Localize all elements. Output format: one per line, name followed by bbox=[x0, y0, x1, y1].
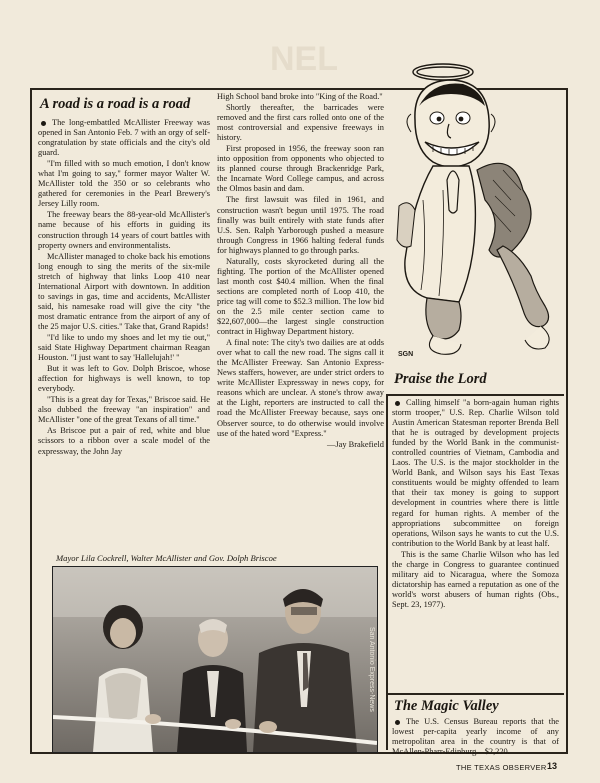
photo-illustration bbox=[53, 567, 377, 752]
paragraph: High School band broke into "King of the Road." bbox=[217, 92, 383, 101]
photo-caption: Mayor Lila Cockrell, Walter McAllister and Gov. Dolph Briscoe bbox=[56, 553, 277, 563]
paragraph: This is the same Charlie Wilson who has led the charge in Congress to guarantee continued military aid to Nicaragua, where the Somoza dictatorship has earned a reputation as one of the world's worst abusers of human rights (Obs., Sept. 23, 1977). bbox=[392, 549, 559, 609]
paragraph: The U.S. Census Bureau reports that the lowest per-capita yearly income of any metropolitan area in the country is that of McAllen-Pharr-Edinburg—$2,220. bbox=[392, 717, 559, 757]
paragraph: First proposed in 1956, the freeway soon ran into opposition from opponents who objected to its planned course through Brackenridge Park, the Incarnate Word College campus, and across the Olmos basin and dam. bbox=[217, 144, 384, 194]
article-road-column-1 bbox=[38, 118, 210, 458]
caricature-cartoon bbox=[393, 50, 565, 362]
ribbon-cutting-photo bbox=[52, 566, 378, 753]
paragraph: The freeway bears the 88-year-old McAllister's name because of his efforts in guiding its construction through 14 years of court battles with property owners and environmentalists. bbox=[38, 210, 210, 250]
section-divider-valley bbox=[386, 693, 564, 695]
bullet-icon bbox=[41, 121, 46, 126]
page-number: 13 bbox=[547, 761, 558, 771]
paragraph: Calling himself "a born-again human rights storm trooper," U.S. Rep. Charlie Wilson told Austin American Statesman reporter Brenda Bell that he is outraged by development projects funded by the World Bank in the communist-controlled countries of Vietnam, Cambodia and Laos. The U.S. is the major stockholder in the World Bank, and Wilson says his East Texas constituents would be mighty offended to learn that their tax money is going to support development in countries where there is little regard for human rights. A member of the appropriations subcommittee on foreign operations, Wilson says he wants to cut the U.S. contribution to the World Bank by at least half. bbox=[392, 398, 559, 548]
paragraph: As Briscoe put a pair of red, white and blue scissors to a ribbon over a scale model of the expressway, the John Jay bbox=[38, 426, 210, 456]
article-magic-valley-column bbox=[392, 717, 559, 758]
paragraph: McAllister managed to choke back his emotions long enough to sing the merits of the six-mile stretch of highway that links Loop 410 near International Airport with downtown. In addition to savings in gas, time and accidents, McAllister said, his namesake road will give the city "the most dramatic entrance from the airport of any of the 25 major U.S. cities." Take that, Grand Rapids! bbox=[38, 251, 210, 331]
paragraph: Shortly thereafter, the barricades were removed and the first cars rolled onto one of the most controversial and expensive freeways in history. bbox=[217, 103, 384, 143]
article-headline-praise: Praise the Lord bbox=[394, 371, 487, 387]
section-divider-praise bbox=[386, 394, 564, 396]
publication-footer: THE TEXAS OBSERVER bbox=[456, 763, 547, 772]
article-road-column-2 bbox=[217, 92, 384, 451]
photo-credit: San Antonio Express-News bbox=[368, 627, 375, 712]
paragraph: The first lawsuit was filed in 1961, and construction wasn't begun until 1975. The road finally was built entirely with state funds after U.S. Sen. Ralph Yarborough pushed a measure through Congress in 1966 halting federal funds for highways planned to go through parks. bbox=[217, 195, 384, 255]
bleed-through-text: NEL bbox=[270, 40, 338, 78]
paragraph: But it was left to Gov. Dolph Briscoe, whose affection for highways is well known, to top everybody. bbox=[38, 364, 210, 394]
paragraph: "I'm filled with so much emotion, I don't know what I'm going to say," former mayor Walter W. McAllister told the 350 or so celebrants who gathered for ceremonies in the Pearl Brewery's Jersey Lilly room. bbox=[38, 159, 210, 209]
bullet-icon bbox=[395, 720, 400, 725]
cartoonist-signature: SGN bbox=[398, 351, 414, 358]
paragraph: A final note: The city's two dailies are at odds over what to call the new road. The signs call it the McAllister Freeway. San Antonio Express-News staffers, however, are under strict orders to write McAllister Expressway in news copy, for reasons which are unclear. A stone's throw away at the Light, reporters are instructed to call the road the McAllister Freeway because, says one Observer source, to do otherwise would involve use of the hated word "Express." bbox=[217, 338, 384, 438]
article-praise-column bbox=[392, 398, 559, 611]
paragraph: The long-embattled McAllister Freeway was opened in San Antonio Feb. 7 with an orgy of self-congratulation by state officials and the city's old guard. bbox=[38, 118, 210, 158]
column-divider bbox=[386, 395, 388, 750]
caricature-illustration bbox=[393, 50, 565, 362]
bullet-icon bbox=[395, 401, 400, 406]
paragraph: Naturally, costs skyrocketed during all the fighting. The portion of the McAllister opened last month cost $40.4 million. When the final sections are completed north of Loop 410, the price tag will come to $52.3 million. The low bid on the 2.5 mile center section came to $22,607,000—the largest single construction contract in Highway Department history. bbox=[217, 256, 384, 337]
article-headline-road: A road is a road is a road bbox=[40, 96, 191, 112]
article-headline-magic-valley: The Magic Valley bbox=[394, 698, 499, 714]
paragraph: "This is a great day for Texas," Briscoe said. He also dubbed the freeway "an inspiration" and McAllister "one of the great Texans of all time." bbox=[38, 395, 210, 425]
paragraph: "I'd like to undo my shoes and let my tie out," said State Highway Department chairman Reagan Houston. "I just want to say 'Hallelujah!' " bbox=[38, 332, 210, 363]
byline: —Jay Brakefield bbox=[327, 439, 384, 449]
